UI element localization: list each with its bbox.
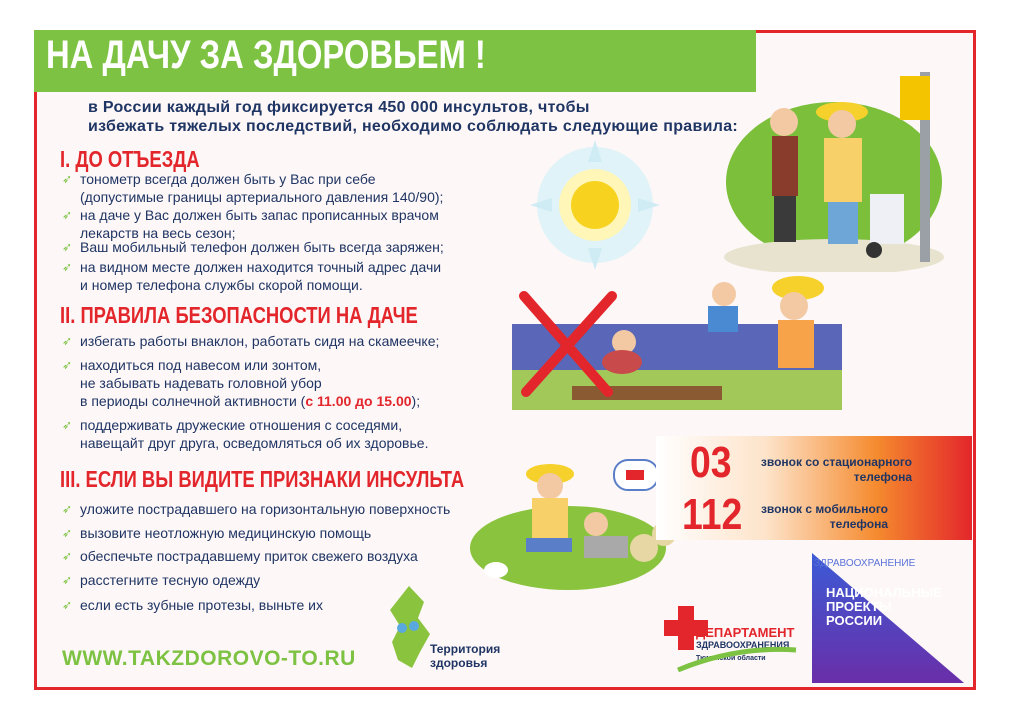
- garden-illustration: [512, 272, 842, 412]
- territory-logo-text: Территория здоровья: [430, 642, 501, 670]
- website-link[interactable]: WWW.TAKZDOROVO-TO.RU: [62, 647, 356, 670]
- list-item: на видном месте должен находится точный адрес дачи и номер телефона службы скорой помощи.: [80, 259, 442, 293]
- list-item: уложите пострадавшего на горизонтальную поверхность: [80, 501, 451, 517]
- list-item: тонометр всегда должен быть у Вас при себе (допустимые границы артериального давления 140/90);: [80, 171, 444, 205]
- leaf-bullet-icon: ➶: [62, 260, 73, 274]
- leaf-bullet-icon: ➶: [62, 208, 73, 222]
- time-highlight: с 11.00 до 15.00: [305, 393, 412, 409]
- sun-illustration: [530, 140, 660, 270]
- intro-line: избежать тяжелых последствий, необходимо соблюдать следующие правила:: [88, 118, 739, 135]
- list-item: обеспечьте пострадавшему приток свежего воздуха: [80, 548, 418, 564]
- section-heading: I. ДО ОТЪЕЗДА: [60, 146, 200, 172]
- grandparents-illustration: [724, 62, 950, 272]
- phone-number-03: 03: [690, 438, 732, 487]
- leaf-bullet-icon: ➶: [62, 549, 73, 563]
- leaf-bullet-icon: ➶: [62, 573, 73, 587]
- section-heading: III. ЕСЛИ ВЫ ВИДИТЕ ПРИЗНАКИ ИНСУЛЬТА: [60, 466, 465, 492]
- stroke-help-illustration: [468, 452, 678, 590]
- leaf-bullet-icon: ➶: [62, 358, 73, 372]
- national-projects-title: НАЦИОНАЛЬНЫЕ ПРОЕКТЫ РОССИИ: [826, 585, 942, 628]
- intro-text: [88, 98, 768, 136]
- phone-label: звонок со стационарного телефона: [760, 455, 912, 484]
- leaf-bullet-icon: ➶: [62, 502, 73, 516]
- list-item: находиться под навесом или зонтом, не забывать надевать головной убор в периоды солнечной активности (с 11.00 до 15.00);: [80, 357, 421, 409]
- national-projects-top: ЗДРАВООХРАНЕНИЕ: [814, 558, 916, 569]
- list-item: избегать работы внаклон, работать сидя на скамеечке;: [80, 333, 440, 349]
- leaf-bullet-icon: ➶: [62, 526, 73, 540]
- leaf-bullet-icon: ➶: [62, 172, 73, 186]
- department-logo: ДЕПАРТАМЕНТ ЗДРАВООХРАНЕНИЯ Тюменской области: [696, 625, 795, 662]
- list-item: вызовите неотложную медицинскую помощь: [80, 525, 372, 541]
- leaf-bullet-icon: ➶: [62, 240, 73, 254]
- department-swoosh-icon: [676, 640, 800, 676]
- leaf-bullet-icon: ➶: [62, 418, 73, 432]
- section-heading: II. ПРАВИЛА БЕЗОПАСНОСТИ НА ДАЧЕ: [60, 302, 418, 328]
- intro-line: в России каждый год фиксируется 450 000 инсультов, чтобы: [88, 99, 590, 116]
- list-item: расстегните тесную одежду: [80, 572, 261, 588]
- territory-logo-icon: [384, 582, 434, 672]
- leaf-bullet-icon: ➶: [62, 334, 73, 348]
- list-item: если есть зубные протезы, выньте их: [80, 597, 323, 613]
- list-item: Ваш мобильный телефон должен быть всегда заряжен;: [80, 239, 444, 255]
- leaf-bullet-icon: ➶: [62, 598, 73, 612]
- phone-label: звонок с мобильного телефона: [760, 502, 888, 531]
- list-item: поддерживать дружеские отношения с соседями, навещайт друг друга, осведомляться об их здоровье.: [80, 417, 429, 451]
- page-title: НА ДАЧУ ЗА ЗДОРОВЬЕМ !: [46, 33, 486, 77]
- list-item: на даче у Вас должен быть запас прописанных врачом лекарств на весь сезон;: [80, 207, 439, 241]
- phone-number-112: 112: [682, 490, 743, 539]
